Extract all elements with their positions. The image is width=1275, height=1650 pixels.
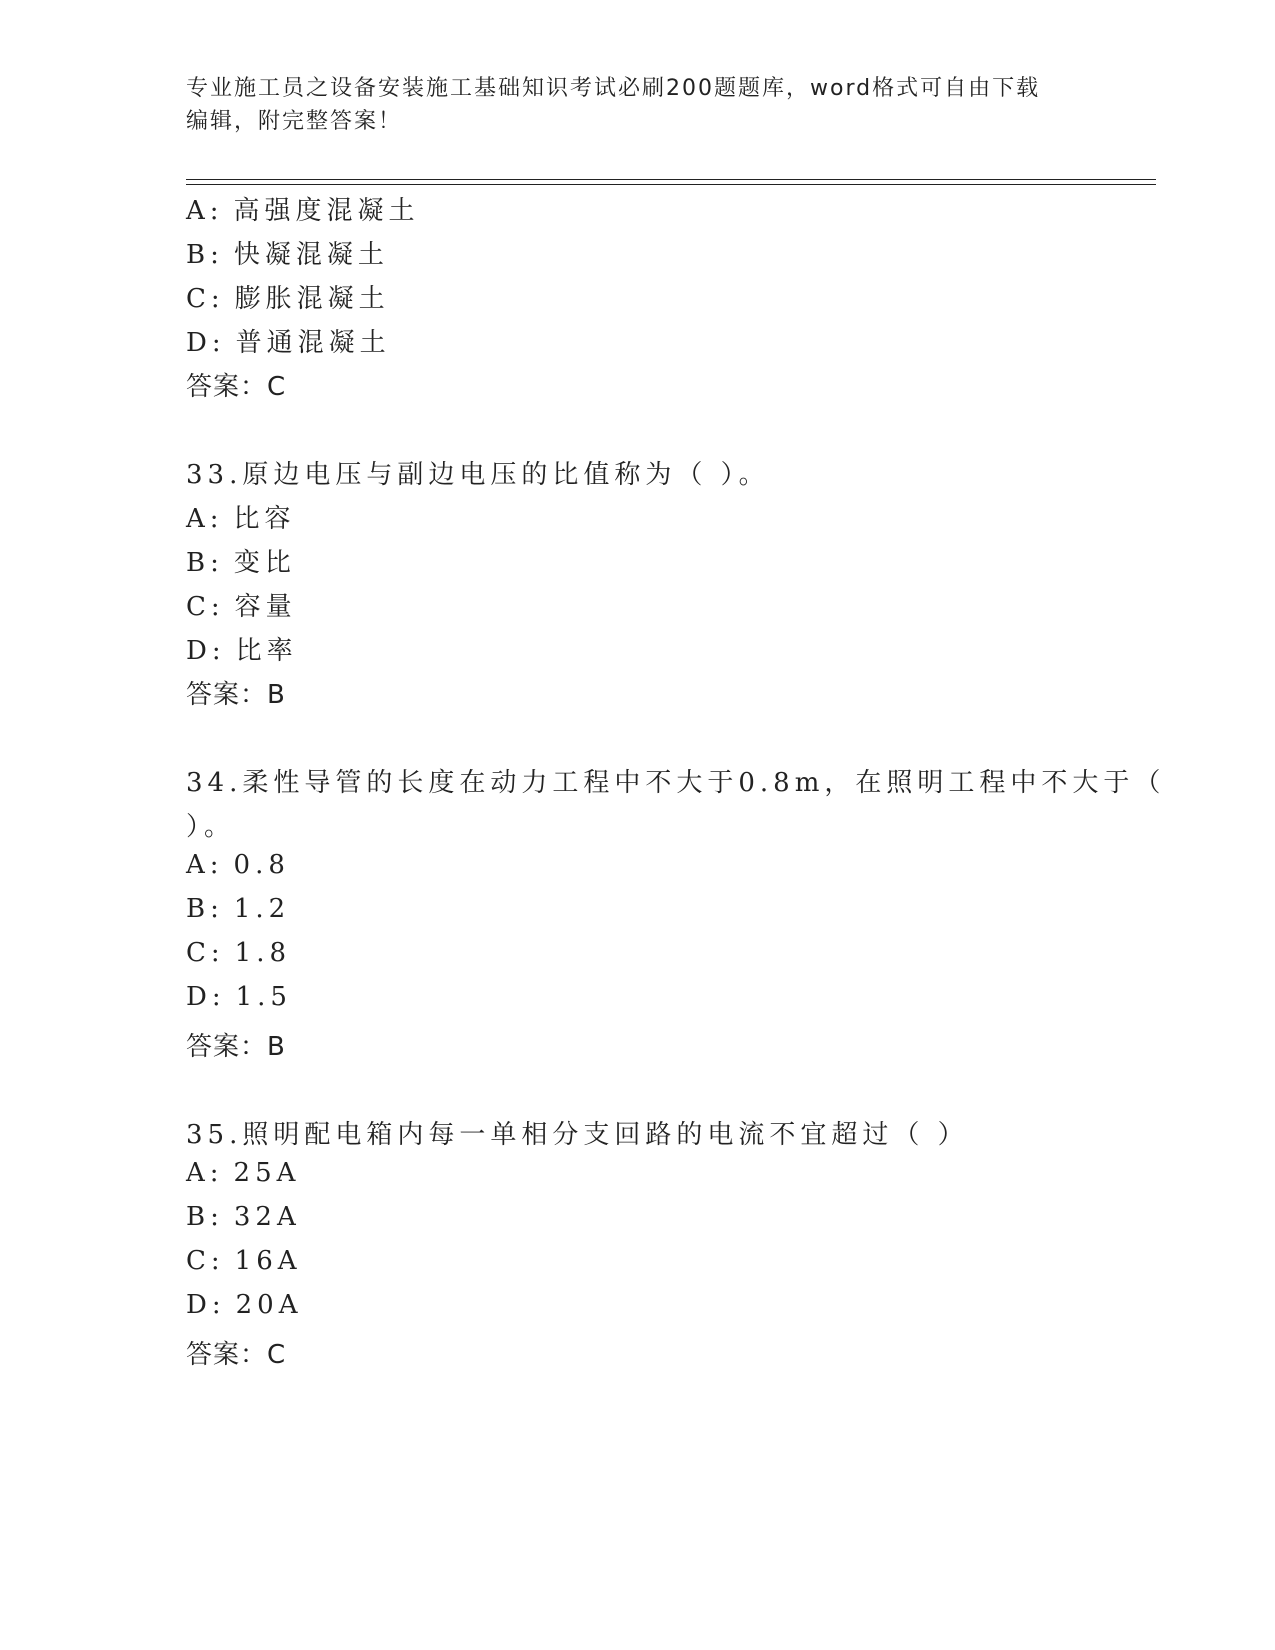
- option-text: 比容: [233, 504, 296, 534]
- option-letter: C:: [186, 1246, 225, 1276]
- option-text: 1.8: [234, 938, 292, 968]
- q32-option-d: [186, 322, 391, 359]
- option-letter: A:: [186, 196, 224, 226]
- option-letter: C:: [186, 938, 225, 968]
- option-text: 普通混凝土: [235, 328, 391, 358]
- q34-option-a: [186, 850, 290, 880]
- option-text: 1.5: [235, 982, 292, 1012]
- q32-answer: 答案：C: [186, 372, 287, 402]
- q33-question: 33.原边电压与副边电压的比值称为（ ）。: [186, 460, 770, 490]
- q33-option-b: [186, 542, 296, 579]
- option-text: 25A: [233, 1158, 301, 1188]
- option-letter: B:: [186, 1202, 224, 1232]
- option-text: 膨胀混凝土: [234, 284, 390, 314]
- option-text: 变比: [233, 548, 296, 578]
- header-title-line-1: 专业施工员之设备安装施工基础知识考试必刷200题题库，word格式可自由下载: [186, 76, 1041, 101]
- q32-option-a: [186, 190, 420, 227]
- q34-question-line-1: 34.柔性导管的长度在动力工程中不大于0.8m，在照明工程中不大于（: [186, 768, 1166, 798]
- q35-option-c: [186, 1246, 302, 1276]
- option-text: 高强度混凝土: [233, 196, 420, 226]
- header-divider-bottom: [186, 184, 1156, 185]
- option-letter: D:: [186, 1290, 226, 1320]
- option-letter: A:: [186, 1158, 224, 1188]
- q34-option-d: [186, 982, 292, 1012]
- q34-question-line-2: ）。: [186, 812, 236, 842]
- q33-answer: 答案：B: [186, 680, 286, 710]
- option-letter: B:: [186, 894, 224, 924]
- option-text: 32A: [233, 1202, 301, 1232]
- option-letter: C:: [186, 284, 225, 314]
- q35-option-d: [186, 1290, 302, 1320]
- option-letter: B:: [186, 240, 224, 270]
- option-text: 快凝混凝土: [233, 240, 389, 270]
- option-text: 1.2: [233, 894, 291, 924]
- header-divider-top: [186, 179, 1156, 180]
- q35-answer: 答案：C: [186, 1340, 287, 1370]
- q35-option-b: [186, 1202, 301, 1232]
- option-letter: D:: [186, 636, 226, 666]
- q34-answer: 答案：B: [186, 1032, 286, 1062]
- q33-option-d: [186, 630, 298, 667]
- q34-option-c: [186, 938, 291, 968]
- header-title-line-2: 编辑，附完整答案！: [186, 109, 403, 134]
- q35-option-a: [186, 1158, 300, 1188]
- q32-option-c: [186, 278, 390, 315]
- option-letter: A:: [186, 850, 224, 880]
- option-letter: D:: [186, 982, 226, 1012]
- option-text: 20A: [235, 1290, 303, 1320]
- option-text: 容量: [234, 592, 297, 622]
- q32-option-b: [186, 234, 389, 271]
- q33-option-c: [186, 586, 297, 623]
- option-letter: B:: [186, 548, 224, 578]
- option-letter: C:: [186, 592, 225, 622]
- document-header: [186, 72, 1066, 138]
- q34-option-b: [186, 894, 290, 924]
- option-text: 0.8: [233, 850, 290, 880]
- q33-option-a: [186, 498, 296, 535]
- q35-question: 35.照明配电箱内每一单相分支回路的电流不宜超过（ ）: [186, 1120, 969, 1150]
- option-text: 比率: [235, 636, 298, 666]
- option-letter: A:: [186, 504, 224, 534]
- option-text: 16A: [234, 1246, 302, 1276]
- option-letter: D:: [186, 328, 226, 358]
